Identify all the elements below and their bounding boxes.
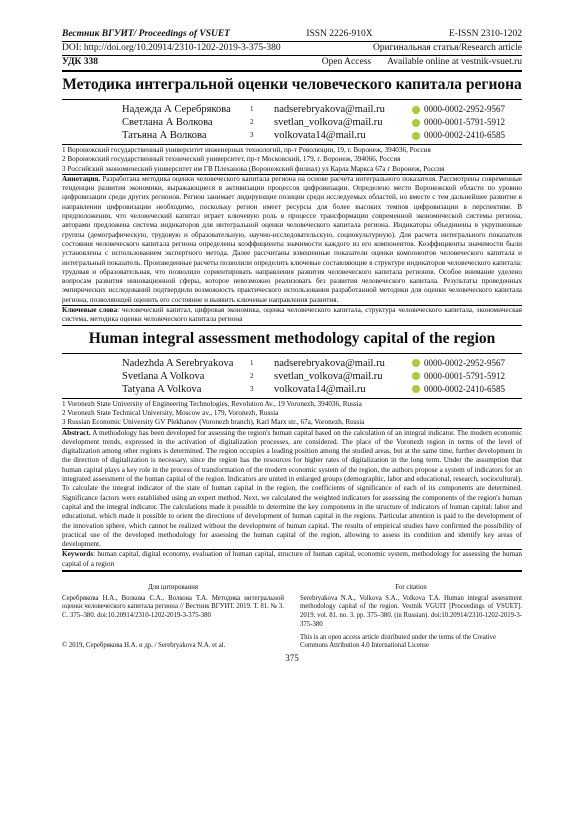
orcid-icon — [412, 372, 420, 380]
issn: ISSN 2226-910X — [306, 29, 373, 39]
orcid-id: 0000-0002-2410-6585 — [424, 383, 505, 394]
journal-name: Вестник ВГУИТ/ Proceedings of VSUET — [62, 29, 230, 39]
keywords-label: Keywords — [62, 550, 94, 559]
udk-rule — [62, 70, 522, 72]
author-email[interactable]: volkovata14@mail.ru — [274, 383, 366, 395]
author-name: Tatyana A Volkova — [122, 383, 202, 395]
keywords-text: : human capital, digital economy, evaluation of human capital, structure of human capital, economic system, methodology for assessing the human capital of a region — [62, 550, 522, 568]
orcid-id: 0000-0002-2952-9567 — [424, 104, 505, 114]
author-email[interactable]: svetlan_volkova@mail.ru — [274, 370, 383, 382]
available-online-link[interactable]: Available online at vestnik-vsuet.ru — [387, 57, 522, 67]
abstract-text: A methodology has been developed for assessing the region's human capital based on the calculation of an integral indicator. The modern economic development trends, expressed in the activation of digitalization processes, are considered. The place of the Voronezh region in terms of the level of digitalization among other regions is determined. The region occupies a leading position among the studied areas, but at the same time, further development in the direction of digitalization is necessary, since the region has the resources for higher rates of digitalization in the long term. Under the assumption that human capital plays a key role in the process of transformation of the modern economic system of the region, the authors propose a system of indicators for an integrated assessment of the human capital of the region. Indicators are united in enlarged groups (demographic, labor and educational, research, sociocultural). To calculate the integral indicator of the state of human capital in the region, the coefficients of significance of each of its components are determined. Significance factors were established using an expert method. Next, we calculated the weighted indicators for assessing the components of the region's human capital and the integral indicator. The calculations made it possible to determine the key components in the structure of indicators of human capital: labor and educational, which made it possible to orient the directions of development of human capital in the regions. Particular attention is paid to the development of the innovation sphere, which cannot be realized without the development of human capital. The results of empirical studies have confirmed the possibility of practical use of the developed methodology for assessing the human capital of the region, allowing to assess its condition and identify key areas of development. — [62, 428, 523, 549]
author-note: 1 — [250, 105, 254, 113]
affiliation: 2 Voronezh State Technical University, Moscow av., 179, Voronezh, Russia — [62, 408, 279, 417]
affiliation: 1 Voronezh State University of Engineering Technologies, Revolution Av., 19 Voronezh, 394036, Russia — [62, 399, 362, 408]
author-name: Светлана А Волкова — [122, 117, 213, 128]
author-note: 3 — [250, 131, 254, 139]
abstract-label: Аннотация. — [62, 174, 101, 183]
ru-authors — [122, 103, 522, 142]
affiliation: 3 Российский экономический университет им ГВ Плеханова (Воронежский филиал) ул Карла Маркса 67а г Воронеж, Россия — [62, 164, 445, 173]
ru-keywords — [62, 306, 522, 325]
citation-text: Серебрякова Н.А., Волкова С.А., Волкова Т.А. Методика интегральной оценки человеческого капитала региона // Вестник ВГУИТ. 2019. Т. 81. № 3. С. 375–380. doi:10.20914/2310-1202-2019-3-375-380 — [62, 594, 284, 620]
en-title: Human integral assessment methodology capital of the region — [88, 329, 496, 347]
author-email[interactable]: nadserebryakova@mail.ru — [274, 357, 385, 369]
ru-title: Методика интегральной оценки человеческого капитала региона — [62, 76, 522, 93]
author-name: Svetlana A Volkova — [122, 370, 205, 382]
author-name: Nadezhda A Serebryakova — [122, 357, 234, 369]
orcid-icon — [412, 106, 420, 114]
orcid-icon — [412, 359, 420, 367]
open-access: Open Access — [321, 57, 372, 67]
author-note: 2 — [250, 371, 254, 380]
orcid-icon — [412, 385, 420, 393]
orcid-id: 0000-0002-2952-9567 — [424, 357, 505, 368]
author-orcid[interactable] — [412, 129, 505, 142]
orcid-icon — [412, 119, 420, 127]
orcid-id: 0000-0001-5791-5912 — [424, 117, 505, 127]
author-orcid[interactable] — [412, 383, 505, 396]
copyright: © 2019, Серебрякова Н.А. и др. / Serebryakova N.A. et al. — [62, 641, 226, 649]
udk-row — [62, 56, 522, 69]
orcid-id: 0000-0001-5791-5912 — [424, 370, 505, 381]
ru-title-rule — [62, 99, 522, 100]
ru-author-row — [122, 116, 522, 129]
en-abstract — [62, 429, 522, 550]
en-author-row — [122, 370, 522, 383]
ru-authors-rule — [62, 144, 522, 145]
author-email[interactable]: volkovata14@mail.ru — [274, 130, 366, 141]
abstract-label: Abstract. — [62, 428, 91, 437]
en-keywords — [62, 550, 522, 569]
page-number: 375 — [285, 652, 299, 663]
abstract-text: Разработана методика оценки человеческого капитала региона на основе расчета интегрального показателя. Рассмотрены современные тенденции развития экономики, выражающиеся в активизации процессов цифровизации. Определено место Воронежской области по уровню цифровизации среди других регионов. Регион занимает лидирующие позиции среди исследуемых областей, но вместе с тем дальнейшее развитие в направлении цифровизации необходимо, поскольку регион имеет ресурсы для более высоких темпов цифровизации в перспективе. В предположении, что человеческий капитал играет ключевую роль в процессе трансформации современной экономической системы региона, авторами предложена система индикаторов для интегральной оценки человеческого капитала региона. Индикаторы объединены в укрупненные группы (демографическую, трудовую и образовательную, научно-исследовательскую, социокультурную). Для расчета интегрального показателя состояния человеческого капитала региона определены коэффициенты значимости каждого из его компонентов. Коэффициенты значимости были установлены с использованием экспертного метода. Далее рассчитаны взвешенные показатели оценки компонентов человеческого капитала и интегральный показатель. Произведенные расчеты позволили определить ключевые составляющие в структуре индикаторов человеческого капитала: трудовая и образовательная, что позволило сориентировать направления развития человеческого капитала регионов. Особое внимание уделено вопросам развития инновационной сферы, которое невозможно реализовать без развития человеческого капитала. Результаты проведенных эмпирических исследований подтвердили возможность практического использования разработанной методики для оценки человеческого капитала региона, позволяющей оценить его состояние и выявить ключевые направления развития. — [62, 174, 523, 304]
author-orcid[interactable] — [412, 370, 505, 383]
ru-author-row — [122, 129, 522, 142]
footer — [62, 634, 522, 651]
doi-row — [62, 42, 522, 55]
license[interactable]: This is an open access article distributed under the terms of the Creative Commons Attribution 4.0 International License — [300, 633, 496, 650]
author-note: 2 — [250, 118, 254, 126]
author-orcid[interactable] — [412, 103, 505, 116]
author-note: 1 — [250, 358, 254, 367]
journal-header-row — [62, 28, 522, 41]
ru-author-row — [122, 103, 522, 116]
en-author-row — [122, 357, 522, 370]
en-authors-rule — [62, 398, 522, 399]
author-email[interactable]: nadserebryakova@mail.ru — [274, 104, 385, 115]
en-keywords-rule — [62, 570, 522, 572]
author-orcid[interactable] — [412, 357, 505, 370]
author-note: 3 — [250, 384, 254, 393]
udk: УДК 338 — [62, 57, 99, 67]
affiliation: 3 Russian Economic University GV Plekhanov (Voronezh branch), Karl Marx str., 67a, Voronezh, Russia — [62, 418, 365, 427]
article-type: Оригинальная статья/Research article — [372, 43, 522, 53]
orcid-icon — [412, 132, 420, 140]
keywords-text: : человеческий капитал, цифровая экономика, оценка человеческого капитала, структура человеческого капитала, экономическая система, методика оценки человеческого капитала региона — [62, 306, 522, 324]
eissn: E-ISSN 2310-1202 — [448, 29, 522, 39]
author-orcid[interactable] — [412, 116, 505, 129]
en-author-row — [122, 383, 522, 396]
citation-en — [300, 584, 522, 630]
ru-abstract — [62, 175, 522, 305]
en-affiliations — [62, 400, 522, 428]
citation-heading: For citation — [395, 583, 427, 591]
ru-affiliations — [62, 146, 522, 174]
en-title-rule — [62, 353, 522, 354]
en-authors — [122, 357, 522, 396]
citation-block — [62, 584, 522, 630]
article-page — [62, 28, 522, 663]
affiliation: 1 Воронежский государственный университет инженерных технологий, пр-т Революции, 19, г. Воронеж, 394036, Россия — [62, 146, 431, 154]
keywords-label: Ключевые слова — [62, 306, 118, 315]
orcid-id: 0000-0002-2410-6585 — [424, 130, 505, 140]
citation-text: Serebryakova N.A., Volkova S.A., Volkova T.A. Human integral assessment methodology capital of the region. Vestnik VGUIT [Proceedings of VSUET]. 2019. vol. 81. no. 3. pp. 375–380. (in Russian). doi:10.20914/2310-1202-2019-3-375-380 — [300, 594, 522, 628]
author-name: Татьяна А Волкова — [122, 130, 207, 141]
author-name: Надежда А Серебрякова — [122, 104, 231, 115]
ru-keywords-rule — [62, 325, 522, 326]
author-email[interactable]: svetlan_volkova@mail.ru — [274, 117, 383, 128]
citation-ru — [62, 584, 284, 630]
doi-link[interactable]: DOI: http://doi.org/10.20914/2310-1202-2019-3-375-380 — [62, 43, 281, 53]
affiliation: 2 Воронежский государственный технический университет, пр-т Московский, 179, г. Воронеж, 394066, Россия — [62, 155, 401, 164]
citation-heading: Для цитирования — [147, 583, 199, 591]
